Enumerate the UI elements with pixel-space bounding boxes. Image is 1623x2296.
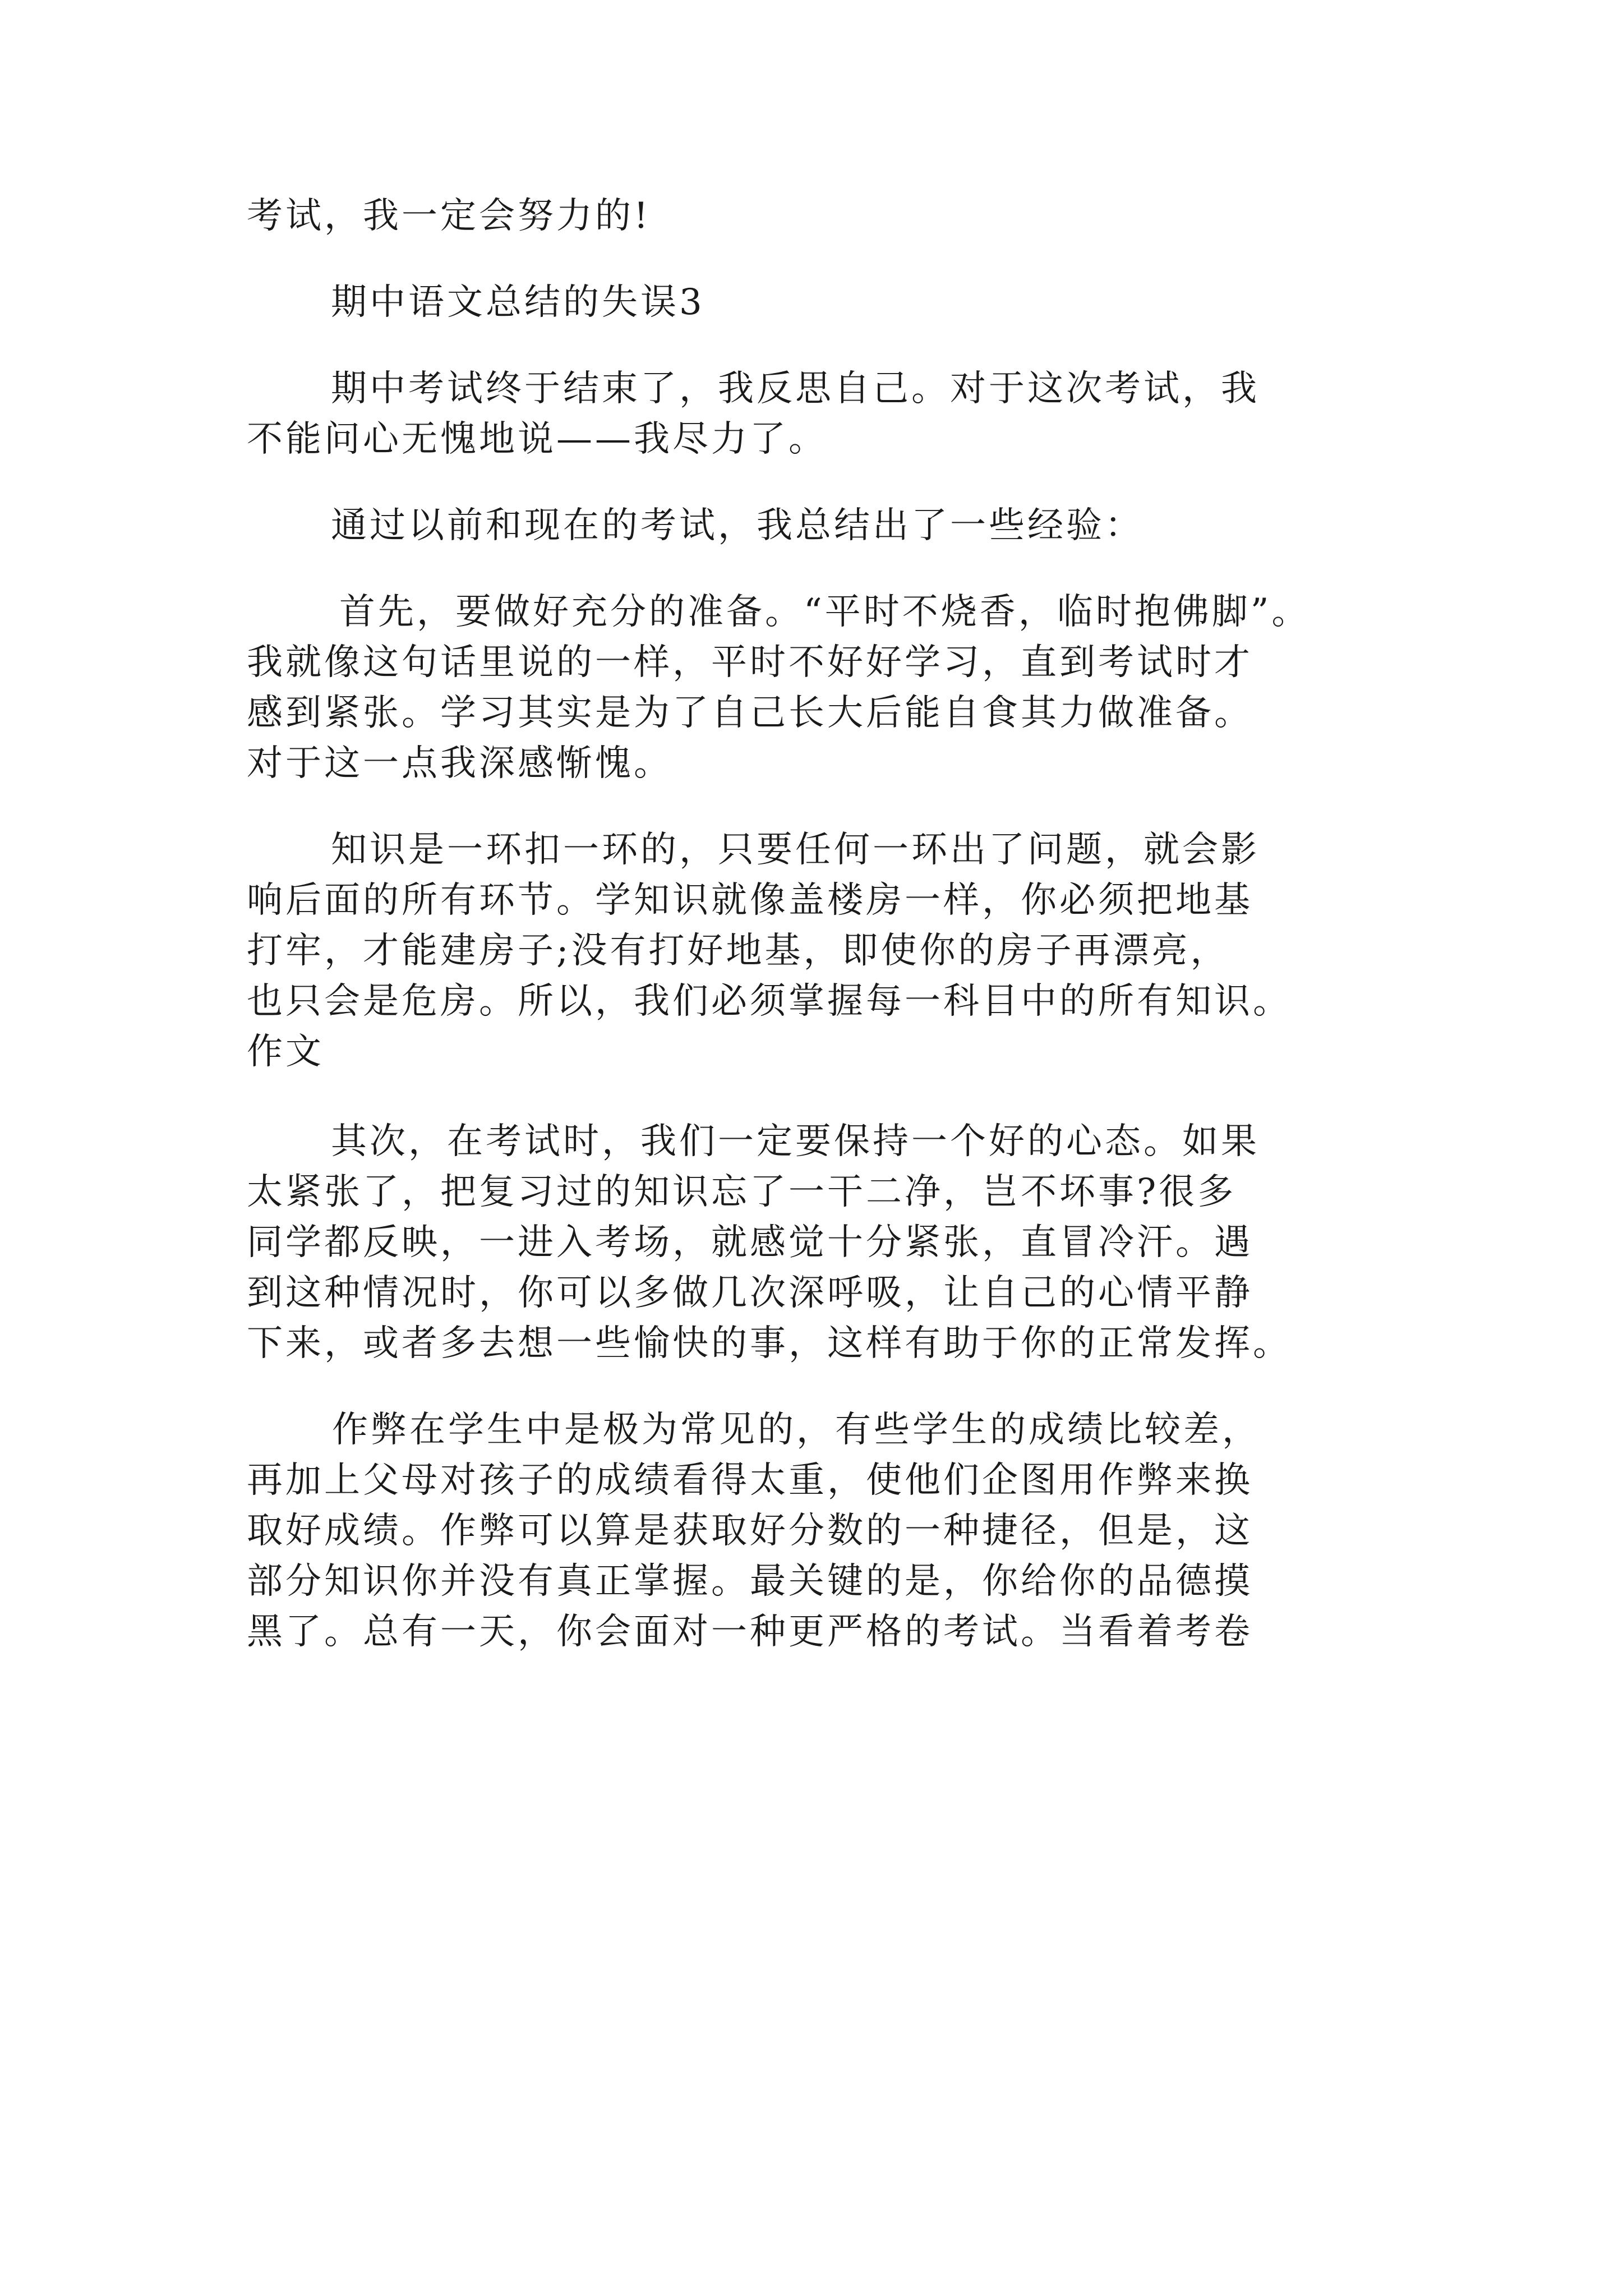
paragraph-line: 同学都反映，一进入考场，就感觉十分紧张，直冒冷汗。遇 — [247, 1222, 1253, 1263]
paragraph-line: 下来，或者多去想一些愉快的事，这样有助于你的正常发挥。 — [247, 1323, 1292, 1364]
paragraph-line: 作弊在学生中是极为常见的，有些学生的成绩比较差， — [332, 1409, 1261, 1451]
paragraph-line: 感到紧张。学习其实是为了自己长大后能自食其力做准备。 — [247, 692, 1253, 734]
paragraph-line: 首先，要做好充分的准备。“平时不烧香，临时抱佛脚”。 — [339, 591, 1311, 633]
document-body — [247, 191, 1391, 1657]
paragraph-line: 黑了。总有一天，你会面对一种更严格的考试。当看着考卷 — [247, 1611, 1253, 1653]
paragraph-line: 到这种情况时，你可以多做几次深呼吸，让自己的心情平静 — [247, 1272, 1253, 1314]
paragraph-line: 再加上父母对孩子的成绩看得太重，使他们企图用作弊来换 — [247, 1460, 1253, 1501]
section-heading: 期中语文总结的失误3 — [331, 282, 705, 323]
paragraph-line: 我就像这句话里说的一样，平时不好好学习，直到考试时才 — [247, 642, 1253, 683]
paragraph-line: 对于这一点我深感惭愧。 — [247, 743, 672, 784]
text-line: 考试，我一定会努力的! — [247, 195, 651, 237]
paragraph-line: 通过以前和现在的考试，我总结出了一些经验： — [331, 505, 1144, 546]
paragraph-line: 打牢，才能建房子;没有打好地基，即使你的房子再漂亮， — [247, 930, 1229, 972]
paragraph-line: 其次，在考试时，我们一定要保持一个好的心态。如果 — [331, 1121, 1260, 1162]
paragraph-line: 知识是一环扣一环的，只要任何一环出了问题，就会影 — [331, 829, 1260, 871]
paragraph-line: 作文 — [247, 1031, 324, 1073]
paragraph-line: 不能问心无愧地说——我尽力了。 — [247, 418, 827, 460]
paragraph-line: 响后面的所有环节。学知识就像盖楼房一样，你必须把地基 — [247, 880, 1253, 921]
paragraph-line: 取好成绩。作弊可以算是获取好分数的一种捷径，但是，这 — [247, 1510, 1253, 1552]
paragraph-line: 期中考试终于结束了，我反思自己。对于这次考试，我 — [331, 368, 1260, 409]
paragraph-line: 也只会是危房。所以，我们必须掌握每一科目中的所有知识。 — [247, 981, 1292, 1022]
paragraph-line: 太紧张了，把复习过的知识忘了一干二净，岂不坏事?很多 — [247, 1171, 1237, 1213]
paragraph-line: 部分知识你并没有真正掌握。最关键的是，你给你的品德摸 — [247, 1561, 1253, 1602]
